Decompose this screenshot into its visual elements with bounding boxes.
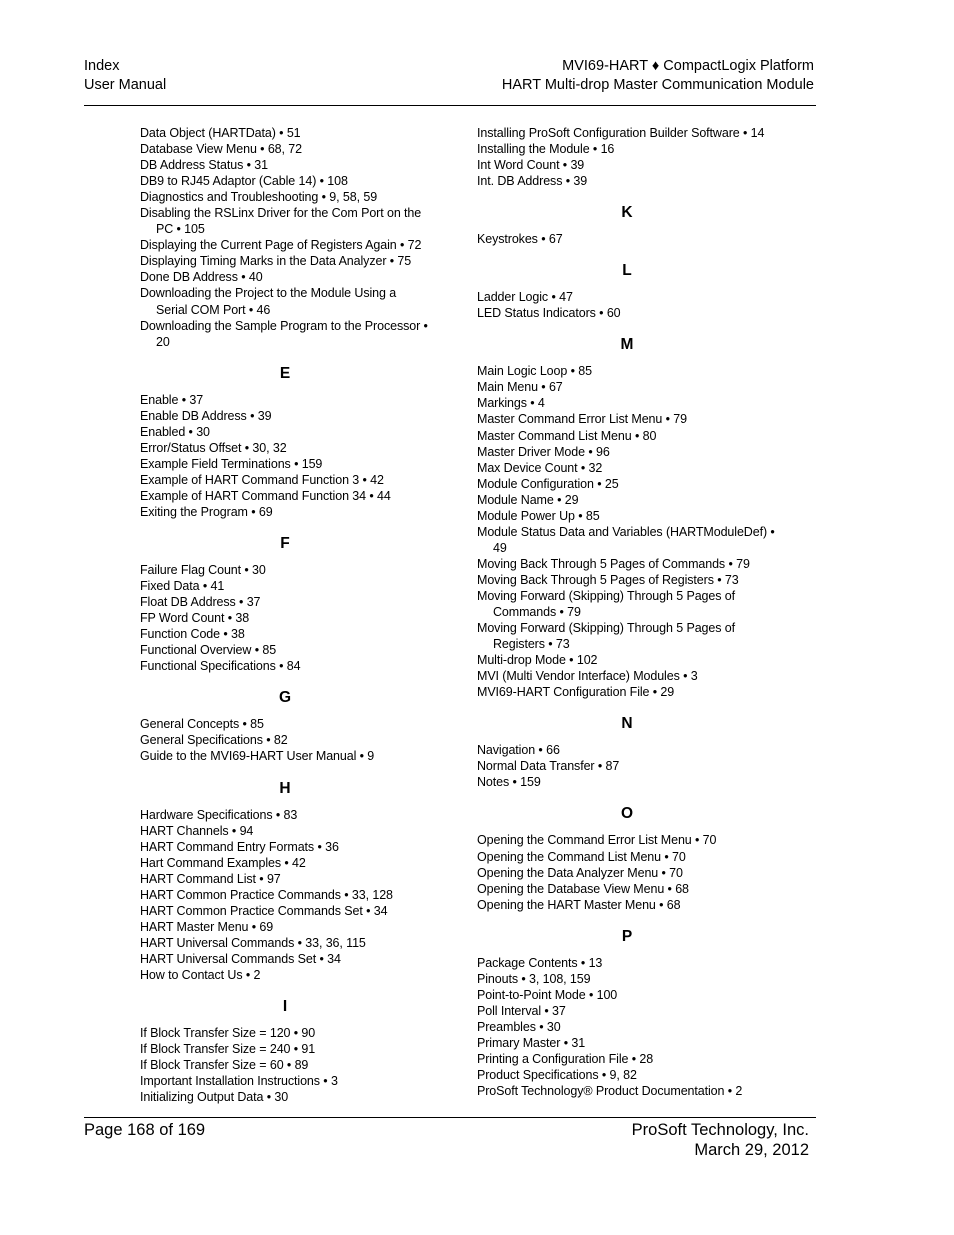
index-entry: HART Master Menu • 69 bbox=[140, 919, 274, 934]
index-entry: Keystrokes • 67 bbox=[477, 232, 563, 247]
index-entry: HART Command List • 97 bbox=[140, 871, 281, 886]
index-entry: Package Contents • 13 bbox=[477, 955, 603, 970]
index-entry: Enable DB Address • 39 bbox=[140, 408, 272, 423]
index-entry: Enable • 37 bbox=[140, 392, 204, 407]
index-letter-heading: F bbox=[280, 535, 290, 553]
header-right bbox=[502, 57, 814, 95]
index-letter-heading: K bbox=[621, 204, 633, 222]
header-product: MVI69-HART ♦ CompactLogix Platform bbox=[562, 58, 814, 74]
index-entry: Enabled • 30 bbox=[140, 424, 210, 439]
index-entry: HART Universal Commands • 33, 36, 115 bbox=[140, 935, 366, 950]
index-entry: Example of HART Command Function 3 • 42 bbox=[140, 472, 384, 487]
index-entry: Hart Command Examples • 42 bbox=[140, 855, 306, 870]
publication-date: March 29, 2012 bbox=[694, 1141, 809, 1159]
index-entry: Master Command Error List Menu • 79 bbox=[477, 412, 687, 427]
header-section: Index bbox=[84, 58, 120, 74]
index-entry: Opening the Database View Menu • 68 bbox=[477, 881, 689, 896]
index-entry: If Block Transfer Size = 240 • 91 bbox=[140, 1042, 316, 1057]
index-entry: Important Installation Instructions • 3 bbox=[140, 1074, 338, 1089]
index-entry: General Concepts • 85 bbox=[140, 717, 264, 732]
index-entry: Normal Data Transfer • 87 bbox=[477, 759, 620, 774]
index-entry: Main Menu • 67 bbox=[477, 380, 563, 395]
index-entry: MVI (Multi Vendor Interface) Modules • 3 bbox=[477, 669, 698, 684]
index-entry: Main Logic Loop • 85 bbox=[477, 364, 592, 379]
index-entry: HART Channels • 94 bbox=[140, 823, 254, 838]
index-column-left bbox=[140, 125, 430, 1105]
index-entry: Master Driver Mode • 96 bbox=[477, 444, 610, 459]
header-module: HART Multi-drop Master Communication Module bbox=[501, 77, 814, 93]
index-entry: How to Contact Us • 2 bbox=[140, 967, 261, 982]
index-letter-heading: E bbox=[279, 364, 291, 382]
index-entry: Moving Forward (Skipping) Through 5 Pages of Commands • 79 bbox=[477, 588, 736, 620]
index-entry: Disabling the RSLinx Driver for the Com Port on the PC • 105 bbox=[140, 206, 422, 237]
index-entry: Moving Back Through 5 Pages of Commands • 79 bbox=[477, 556, 750, 571]
index-entry: HART Universal Commands Set • 34 bbox=[140, 951, 341, 966]
index-entry: Markings • 4 bbox=[477, 396, 545, 411]
index-entry: Navigation • 66 bbox=[477, 743, 560, 758]
index-entry: Failure Flag Count • 30 bbox=[140, 563, 266, 578]
index-letter-heading: I bbox=[282, 998, 288, 1016]
index-entry: Module Status Data and Variables (HARTModuleDef) • 49 bbox=[477, 524, 775, 555]
index-entry: Preambles • 30 bbox=[477, 1019, 561, 1034]
index-entry: Initializing Output Data • 30 bbox=[140, 1090, 289, 1105]
index-entry: Notes • 159 bbox=[477, 775, 541, 790]
index-entry: Opening the Command List Menu • 70 bbox=[477, 849, 686, 864]
index-entry: Point-to-Point Mode • 100 bbox=[477, 987, 618, 1002]
index-letter-heading: L bbox=[622, 262, 632, 280]
index-letter-heading: P bbox=[621, 927, 633, 945]
index-entry: Done DB Address • 40 bbox=[140, 270, 263, 285]
index-entry: HART Command Entry Formats • 36 bbox=[140, 839, 339, 854]
index-entry: DB Address Status • 31 bbox=[140, 158, 268, 173]
header-divider bbox=[84, 105, 816, 106]
index-entry: Module Configuration • 25 bbox=[477, 476, 619, 491]
index-entry: Fixed Data • 41 bbox=[140, 579, 225, 594]
index-entry: Multi-drop Mode • 102 bbox=[477, 653, 598, 668]
index-entry: Error/Status Offset • 30, 32 bbox=[140, 440, 287, 455]
index-entry: Downloading the Project to the Module Using a Serial COM Port • 46 bbox=[140, 286, 397, 317]
page-number: Page 168 of 169 bbox=[84, 1121, 206, 1139]
index-entry: Poll Interval • 37 bbox=[477, 1003, 566, 1018]
index-entry: Ladder Logic • 47 bbox=[477, 290, 573, 305]
index-entry: Exiting the Program • 69 bbox=[140, 504, 273, 519]
index-column-right bbox=[477, 125, 777, 1099]
index-entry: Hardware Specifications • 83 bbox=[140, 807, 298, 822]
header-left bbox=[84, 57, 166, 95]
company-name: ProSoft Technology, Inc. bbox=[631, 1121, 809, 1139]
index-entry: Downloading the Sample Program to the Processor • 20 bbox=[140, 318, 428, 349]
index-entry: If Block Transfer Size = 60 • 89 bbox=[140, 1058, 309, 1073]
index-entry: Opening the Data Analyzer Menu • 70 bbox=[477, 865, 683, 880]
index-entry: If Block Transfer Size = 120 • 90 bbox=[140, 1026, 316, 1041]
index-entry: Primary Master • 31 bbox=[477, 1035, 586, 1050]
index-entry: Displaying the Current Page of Registers Again • 72 bbox=[140, 238, 422, 253]
index-entry: LED Status Indicators • 60 bbox=[477, 306, 621, 321]
index-entry: Example Field Terminations • 159 bbox=[140, 456, 323, 471]
index-letter-heading: N bbox=[621, 715, 633, 733]
index-entry: HART Common Practice Commands • 33, 128 bbox=[140, 887, 393, 902]
index-entry: Printing a Configuration File • 28 bbox=[477, 1051, 654, 1066]
footer-right bbox=[632, 1120, 809, 1160]
header-manual-type: User Manual bbox=[84, 77, 167, 93]
index-entry: Moving Back Through 5 Pages of Registers • 73 bbox=[477, 572, 739, 587]
index-letter-heading: O bbox=[620, 805, 634, 823]
index-entry: ProSoft Technology® Product Documentation • 2 bbox=[477, 1084, 743, 1099]
index-entry: Example of HART Command Function 34 • 44 bbox=[140, 488, 391, 503]
index-entry: Database View Menu • 68, 72 bbox=[140, 142, 302, 157]
index-letter-heading: G bbox=[278, 689, 292, 707]
index-entry: Int. DB Address • 39 bbox=[477, 174, 588, 189]
index-entry: Function Code • 38 bbox=[140, 627, 245, 642]
footer-left bbox=[84, 1120, 205, 1140]
index-entry: Pinouts • 3, 108, 159 bbox=[477, 971, 591, 986]
index-letter-heading: M bbox=[620, 336, 634, 354]
index-entry: Installing ProSoft Configuration Builder Software • 14 bbox=[477, 126, 765, 140]
index-entry: Product Specifications • 9, 82 bbox=[477, 1068, 637, 1083]
index-entry: Max Device Count • 32 bbox=[477, 460, 603, 475]
index-letter-heading: H bbox=[279, 779, 291, 797]
index-entry: Displaying Timing Marks in the Data Analyzer • 75 bbox=[140, 254, 412, 269]
footer-divider bbox=[84, 1117, 816, 1118]
index-entry: Installing the Module • 16 bbox=[477, 142, 615, 157]
index-entry: Module Power Up • 85 bbox=[477, 508, 600, 523]
index-entry: Float DB Address • 37 bbox=[140, 595, 261, 610]
index-entry: FP Word Count • 38 bbox=[140, 611, 250, 626]
index-entry: Opening the HART Master Menu • 68 bbox=[477, 897, 681, 912]
index-entry: Functional Specifications • 84 bbox=[140, 659, 301, 674]
index-entry: Guide to the MVI69-HART User Manual • 9 bbox=[140, 749, 375, 764]
index-entry: General Specifications • 82 bbox=[140, 733, 288, 748]
index-entry: Opening the Command Error List Menu • 70 bbox=[477, 833, 717, 848]
index-entry: Master Command List Menu • 80 bbox=[477, 428, 657, 443]
index-entry: MVI69-HART Configuration File • 29 bbox=[477, 685, 675, 700]
index-entry: DB9 to RJ45 Adaptor (Cable 14) • 108 bbox=[140, 174, 348, 189]
index-entry: HART Common Practice Commands Set • 34 bbox=[140, 903, 388, 918]
index-entry: Data Object (HARTData) • 51 bbox=[140, 126, 301, 140]
index-entry: Module Name • 29 bbox=[477, 492, 579, 507]
index-entry: Int Word Count • 39 bbox=[477, 158, 585, 173]
index-entry: Functional Overview • 85 bbox=[140, 643, 277, 658]
index-entry: Diagnostics and Troubleshooting • 9, 58, 59 bbox=[140, 190, 378, 205]
index-entry: Moving Forward (Skipping) Through 5 Pages of Registers • 73 bbox=[477, 621, 736, 652]
